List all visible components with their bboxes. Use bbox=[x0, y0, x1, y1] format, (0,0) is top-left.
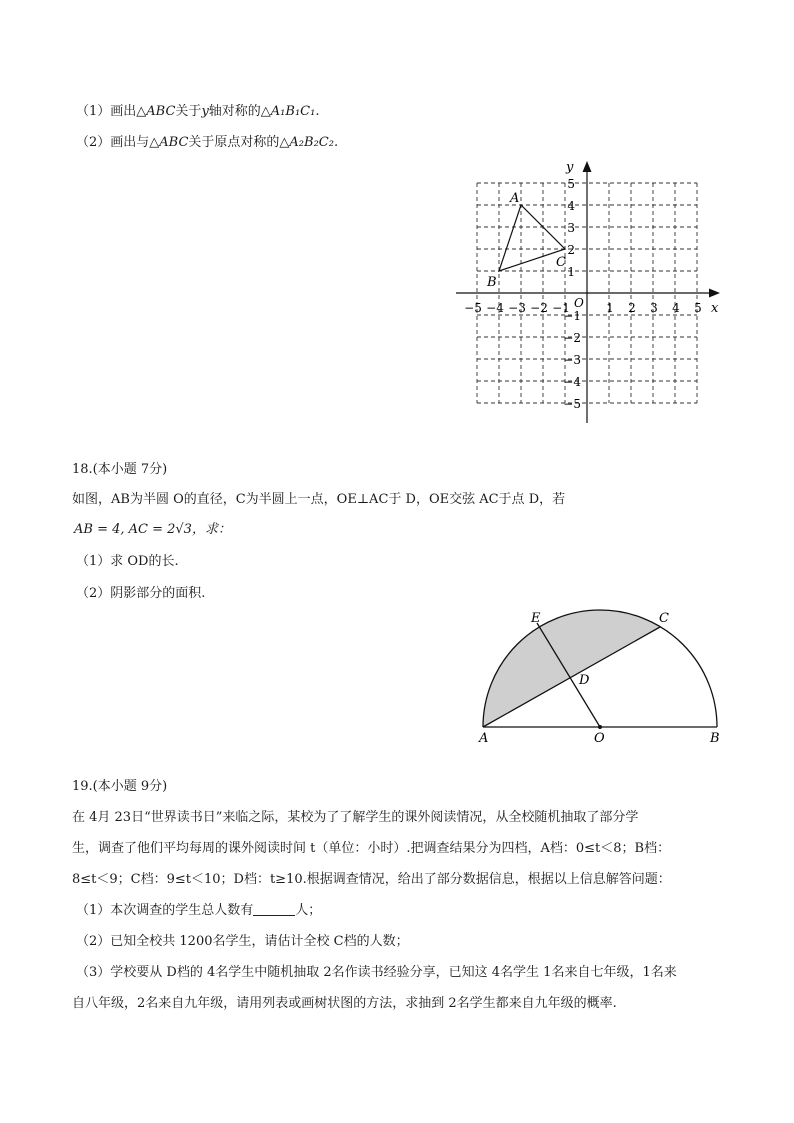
q18-part1: （1）求 OD的长. bbox=[76, 554, 179, 569]
label-o: O bbox=[594, 731, 605, 746]
q18-stem-line1: 如图，AB为半圆 O的直径，C为半圆上一点，OE⊥AC于 D，OE交弦 AC于点 D，若 bbox=[72, 492, 566, 507]
label-e: E bbox=[531, 611, 541, 626]
center-point bbox=[598, 725, 602, 729]
label-c: C bbox=[659, 611, 669, 626]
x-tick-label: −4 bbox=[486, 301, 504, 315]
coordinate-grid-figure bbox=[450, 155, 730, 430]
x-tick-label: 4 bbox=[672, 301, 680, 315]
q19-stem-line1: 在 4月 23日“世界读书日”来临之际，某校为了了解学生的课外阅读情况，从全校随机抽取了部分学 bbox=[72, 810, 639, 825]
y-tick-labels bbox=[563, 177, 581, 411]
y-tick-label: 2 bbox=[567, 243, 575, 257]
label-b: B bbox=[710, 731, 720, 746]
origin-label: O bbox=[574, 296, 584, 310]
label-a: A bbox=[479, 731, 489, 746]
q18-header: 18.(本小题 7分) bbox=[72, 462, 168, 477]
point-c-label: C bbox=[556, 255, 566, 270]
x-tick-label: 2 bbox=[628, 301, 636, 315]
semicircle-figure bbox=[470, 600, 740, 750]
point-a-label: A bbox=[510, 191, 520, 206]
q19-stem-line3: 8≤t＜9；C档：9≤t＜10；D档：t≥10.根据调查情况，给出了部分数据信息，根据以上信息解答问题： bbox=[72, 872, 671, 887]
y-tick-label: 3 bbox=[567, 221, 575, 235]
y-tick-label: −4 bbox=[563, 375, 581, 389]
x-tick-label: −1 bbox=[552, 301, 570, 315]
y-tick-label: 5 bbox=[567, 177, 575, 191]
y-axis-label: y bbox=[566, 160, 574, 175]
answer-blank bbox=[253, 902, 295, 916]
q17-part2: （2）画出与△ABC关于原点对称的△A₂B₂C₂. bbox=[76, 135, 339, 150]
q19-part3-line1: （3）学校要从 D档的 4名学生中随机抽取 2名作读书经验分享，已知这 4名学生 1名来自七年级，1名来 bbox=[76, 965, 677, 980]
x-tick-label: −2 bbox=[530, 301, 548, 315]
point-b-label: B bbox=[487, 275, 497, 290]
q18-part2: （2）阴影部分的面积. bbox=[76, 586, 206, 601]
y-tick-label: −2 bbox=[563, 331, 581, 345]
x-tick-label: −3 bbox=[508, 301, 526, 315]
q19-part2: （2）已知全校共 1200名学生，请估计全校 C档的人数； bbox=[76, 934, 409, 949]
q19-header: 19.(本小题 9分) bbox=[72, 779, 168, 794]
y-tick-label: 1 bbox=[567, 265, 575, 279]
y-tick-label: 4 bbox=[567, 199, 575, 213]
y-tick-label: −5 bbox=[563, 397, 581, 411]
label-d: D bbox=[579, 673, 590, 688]
x-tick-label: 1 bbox=[606, 301, 614, 315]
y-tick-label: −3 bbox=[563, 353, 581, 367]
x-axis-label: x bbox=[711, 301, 719, 316]
q19-stem-line2: 生，调查了他们平均每周的课外阅读时间 t（单位：小时）.把调查结果分为四档，A档：0≤t＜8；B档： bbox=[72, 841, 671, 856]
q18-stem-line2: AB = 4, AC = 2√3，求： bbox=[74, 522, 231, 537]
q17-part1: （1）画出△ABC关于y轴对称的△A₁B₁C₁. bbox=[76, 104, 320, 119]
x-tick-label: 5 bbox=[694, 301, 702, 315]
axes bbox=[456, 161, 720, 423]
x-tick-label: −5 bbox=[464, 301, 482, 315]
q19-part1: （1）本次调查的学生总人数有 人； bbox=[76, 903, 322, 918]
q19-part3-line2: 自八年级，2名来自九年级，请用列表或画树状图的方法，求抽到 2名学生都来自九年级的概率. bbox=[72, 996, 617, 1011]
x-tick-label: 3 bbox=[650, 301, 658, 315]
y-tick-label: −1 bbox=[563, 309, 581, 323]
